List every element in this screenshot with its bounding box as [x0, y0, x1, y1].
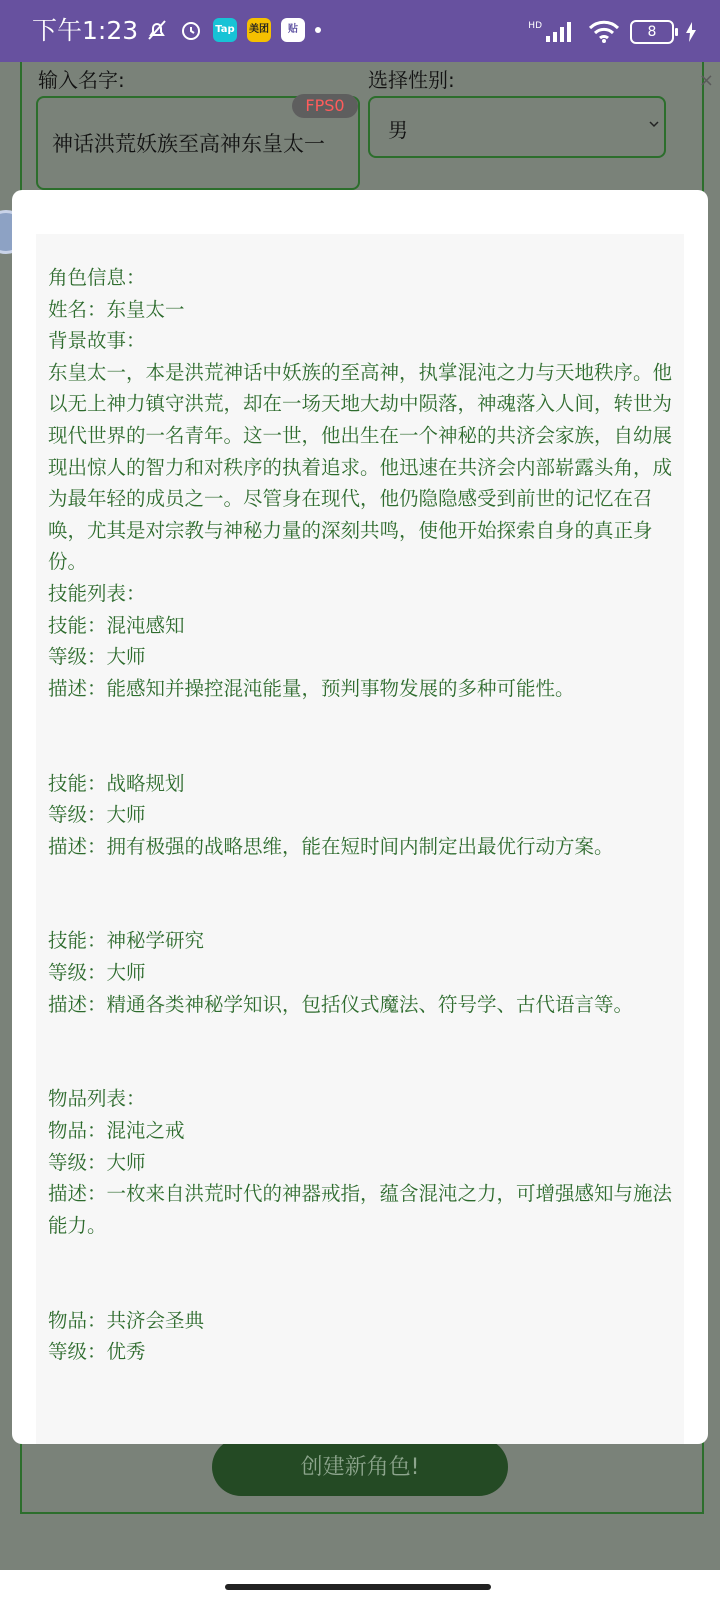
chevron-down-icon: [648, 118, 660, 130]
system-icons: [528, 20, 698, 44]
character-info-text: 角色信息： 姓名：东皇太一 背景故事： 东皇太一，本是洪荒神话中妖族的至高神，执掌混沌之力与天地秩序。他以无上神力镇守洪荒，却在一场天地大劫中陨落，神魂落入人间，转世为现代世界的一名青年。这一世，他出生在一个神秘的共济会家族，自幼展现出惊人的智力和对秩序的执着追求。他迅速在共济会内部崭露头角，成为最年轻的成员之一。尽管身在现代，他仍隐隐感受到前世的记忆在召唤，尤其是对宗教与神秘力量的深刻共鸣，使他开始探索自身的真正身份。 技能列表： 技能：混沌感知 等级：大师 描述：能感知并操控混沌能量，预判事物发展的多种可能性。 技能：战略规划 等级：大师 描述：拥有极强的战略思维，能在短时间内制定出最优行动方案。 技能：神秘学研究 等级：大师 描述：精通各类神秘学知识，包括仪式魔法、符号学、古代语言等。 物品列表： 物品：混沌之戒 等级：大师 描述：一枚来自洪荒时代的神器戒指，蕴含混沌之力，可增强感知与施法能力。 物品：共济会圣典 等级：优秀: [48, 266, 673, 1364]
alarm-icon: [179, 18, 203, 42]
notification-icons: [145, 18, 321, 42]
create-character-button[interactable]: 创建新角色!: [212, 1438, 508, 1496]
character-info-panel[interactable]: [36, 234, 684, 1444]
name-input-value: 神话洪荒妖族至高神东皇太一: [52, 132, 325, 156]
home-gesture-bar[interactable]: [225, 1584, 491, 1590]
fps-badge: FPS0: [292, 94, 358, 118]
signal-icon: [544, 21, 578, 43]
wifi-icon: [588, 20, 620, 44]
bell-muted-icon: [145, 18, 169, 42]
name-label: 输入名字:: [38, 68, 125, 92]
gender-label: 选择性别:: [368, 68, 455, 92]
meituan-app-icon: 美团: [247, 18, 271, 42]
gender-select-value: 男: [388, 118, 408, 142]
battery-icon: 8: [630, 20, 674, 44]
charging-icon: [684, 21, 698, 43]
navigation-bar: [0, 1570, 720, 1600]
status-time: 下午1:23: [32, 16, 139, 45]
character-info-dialog: [12, 190, 708, 1444]
tap-app-icon: Tap: [213, 18, 237, 42]
gender-select[interactable]: [368, 96, 666, 158]
status-bar: [0, 0, 720, 62]
close-icon[interactable]: ×: [698, 70, 714, 91]
hd-label: HD: [528, 21, 542, 31]
more-notifications-dot: [315, 27, 321, 33]
tieba-app-icon: 贴: [281, 18, 305, 42]
